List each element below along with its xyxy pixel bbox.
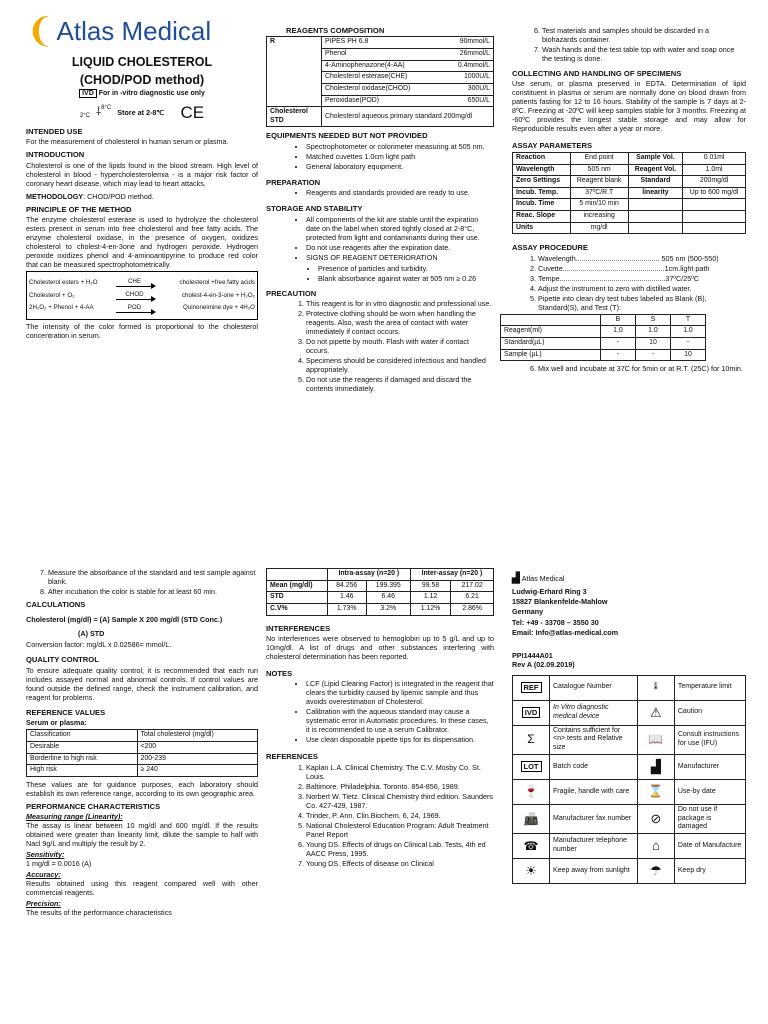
table-row — [513, 199, 746, 211]
table-row — [267, 580, 494, 592]
list-item: • LCF (Lipid Clearing Factor) is integrated in the reagent that clears the turbidity caused by lipemic sample and thus avoids overestimation of Cholesterol. — [306, 679, 494, 706]
temp-high: 8°C — [101, 104, 112, 111]
table-row — [267, 37, 494, 49]
principle-heading: PRINCIPLE OF THE METHOD — [26, 204, 132, 214]
table-cell: Temperature limit — [674, 675, 745, 700]
methodology-line — [26, 192, 258, 201]
table-cell: Manufacturer — [674, 754, 745, 779]
address-line1: Ludwig-Erhard Ring 3 — [512, 586, 587, 596]
table-cell: 90mmol/L — [443, 37, 494, 49]
table-cell: 1.46 — [327, 592, 366, 604]
table-header-cell: Total cholesterol (mg/dl) — [137, 730, 257, 742]
precision-heading: Precision: — [26, 899, 61, 909]
reaction-scheme — [26, 271, 258, 319]
table-cell: 300U/L — [443, 83, 494, 95]
reaction-arrow — [110, 278, 160, 287]
table-cell: 1.12 — [410, 592, 450, 604]
title-line1: LIQUID CHOLESTEROL — [71, 55, 213, 69]
list-item: • Calibration with the aqueous standard may cause a systematic error in Automatic procedures. In these cases, it is recommended to use a serum Calibrator. — [306, 707, 494, 734]
ivd-text: For in -vitro diagnostic use only — [98, 90, 205, 97]
factory-icon: ▟ — [512, 573, 520, 584]
table-cell: Cholesterol oxidase(CHOD) — [322, 83, 443, 95]
table-row — [513, 152, 746, 164]
brand-name: Atlas Medical — [56, 15, 212, 46]
table-cell: - — [600, 338, 635, 350]
umbrella-icon: ☂ — [637, 859, 674, 884]
proc-heading: ASSAY PROCEDURE — [512, 243, 588, 253]
table-cell: Incub. Temp. — [513, 187, 571, 199]
list-item: 7. Young DS. Effects of disease on Clinical — [306, 859, 494, 868]
reaction-row — [29, 278, 255, 287]
table-cell: Sample (µL) — [501, 349, 601, 361]
table-cell: 1.0ml — [683, 164, 746, 176]
arrow-icon — [116, 312, 154, 313]
perf-heading: PERFORMANCE CHARACTERISTICS — [26, 801, 161, 811]
table-row — [27, 753, 258, 765]
ivd-icon: IVD — [513, 700, 550, 725]
logo-swoosh-icon: ❨ — [26, 12, 55, 50]
table-row — [501, 349, 706, 361]
table-cell: Reagent blank — [570, 176, 628, 188]
table-row — [27, 742, 258, 754]
table-cell: Do not use if package is damaged — [674, 804, 745, 833]
assay-heading: ASSAY PARAMETERS — [512, 141, 593, 151]
column-right-lower — [512, 572, 746, 884]
table-cell: 84.256 — [327, 580, 366, 592]
lot-icon: LOT — [513, 754, 550, 779]
list-item: 2. Cuvette...................................................1cm.light path — [538, 264, 746, 273]
list-item: 5. Do not use the reagents if damaged and discard the contents immediately. — [306, 375, 494, 393]
table-cell: Reagent Vol. — [628, 164, 682, 176]
list-item: 3. Norbert W. Tietz. Clinical Chemistry third edition. Saunders Co. 427-429, 1987. — [306, 792, 494, 810]
list-item: • General laboratory equipment. — [306, 162, 494, 171]
table-cell: 0.01ml — [683, 152, 746, 164]
calc-denominator: (A) STD — [78, 629, 105, 639]
list-item: • Reagents and standards provided are ready to use. — [306, 188, 494, 197]
table-cell: 1.73% — [327, 603, 366, 615]
ivd-line — [26, 90, 258, 99]
principle-text: The enzyme cholesterol esterase is used to hydrolyze the cholesterol esters present in serum into free cholesterol and free fatty acids. The enzyme cholesterol oxidase, in the presence of oxygen, oxidizes cholesterol to cholest-4-en-3one and hydrogen peroxide. Hydrogen peroxide oxidizes phenol and 4-aminoantipyrine to produce red color that can be measured spectrophotometrically. — [26, 215, 258, 270]
reaction-right: Quinoneimine dye + 4H₂O — [182, 304, 255, 312]
refs-heading: REFERENCES — [266, 752, 318, 762]
table-cell: Keep dry — [674, 859, 745, 884]
intro-heading: INTRODUCTION — [26, 150, 85, 160]
refs-list — [266, 763, 494, 868]
table-row — [267, 603, 494, 615]
calc-heading: CALCULATIONS — [26, 600, 86, 609]
table-cell: - — [600, 349, 635, 361]
table-cell: Sample Vol. — [628, 152, 682, 164]
address-line2: 15827 Blankenfelde-Mahlow — [512, 596, 608, 606]
table-cell: 6.46 — [366, 592, 410, 604]
list-item: • SIGNS OF REAGENT DETERIORATION — [306, 253, 494, 262]
list-item: 4. Adjust the instrument to zero with distilled water. — [538, 284, 746, 293]
proc-list-continued — [512, 364, 746, 373]
precaution-list — [266, 299, 494, 393]
table-cell: Cholesterol STD — [267, 107, 322, 127]
proc-list — [512, 254, 746, 312]
table-row — [267, 107, 494, 127]
table-row — [27, 765, 258, 777]
intended-use-heading: INTENDED USE — [26, 127, 83, 136]
list-item: • Presence of particles and turbidity. — [318, 264, 494, 273]
range-heading: Measuring range (Linearity): — [26, 812, 123, 822]
table-cell: Cholesterol esterase(CHE) — [322, 72, 443, 84]
table-cell: 1.0 — [670, 326, 705, 338]
table-cell: 3.2% — [366, 603, 410, 615]
table-header-cell: Classification — [27, 730, 138, 742]
list-item: • Spectrophotometer or colorimeter measuring at 505 nm. — [306, 142, 494, 151]
table-row — [513, 725, 746, 754]
table-cell: STD — [267, 592, 328, 604]
storage-heading: STORAGE AND STABILITY — [266, 204, 363, 214]
table-cell: linearity — [628, 187, 682, 199]
no-damage-icon: ⊘ — [637, 804, 674, 833]
table-cell: 26mmol/L — [443, 49, 494, 61]
table-row — [513, 779, 746, 804]
glass-icon: 🍷 — [513, 779, 550, 804]
ref-heading: REFERENCE VALUES — [26, 707, 106, 717]
table-cell: Desirable — [27, 742, 138, 754]
thermometer-icon: 🌡 — [637, 675, 674, 700]
calc-formula: Cholesterol (mg/dl) = (A) Sample X 200 mg/dl (STD Conc.) — [26, 615, 223, 625]
reaction-enzyme: CHE — [127, 278, 142, 286]
table-cell: 650U/L — [443, 95, 494, 107]
list-item: 7. Measure the absorbance of the standard and test sample against blank. — [48, 568, 258, 586]
precaution-heading: PRECAUTION — [266, 288, 317, 298]
table-row — [513, 804, 746, 833]
list-item: • Blank absorbance against water at 505 nm ≥ 0.26 — [318, 274, 494, 283]
thermometer-icon: ⸸ — [95, 105, 102, 118]
table-row — [513, 222, 746, 234]
company-name: Atlas Medical — [521, 574, 565, 583]
table-cell: 217.02 — [451, 580, 494, 592]
assay-params-table — [512, 152, 746, 234]
list-item: 3. Do not pipette by mouth. Flash with water if contact occurs. — [306, 337, 494, 355]
table-cell: 4-Aminophenazone(4-AA) — [322, 60, 443, 72]
table-cell: 99.58 — [410, 580, 450, 592]
reaction-enzyme: POD — [127, 303, 142, 311]
table-header-row — [27, 730, 258, 742]
brand-logo — [26, 14, 258, 48]
arrow-icon — [116, 299, 154, 300]
table-cell: <200 — [137, 742, 257, 754]
table-cell: Manufacturer fax number — [550, 804, 638, 833]
table-cell — [628, 211, 682, 223]
table-cell: 1.0 — [600, 326, 635, 338]
table-header-cell: B — [600, 314, 635, 326]
table-cell: Standard — [628, 176, 682, 188]
table-cell: Caution — [674, 700, 745, 725]
table-row — [501, 338, 706, 350]
table-cell: Manufacturer telephone number — [550, 834, 638, 859]
table-header-cell: Intra-assay (n=20 ) — [327, 569, 410, 581]
precision-table — [266, 568, 494, 616]
sensitivity-heading: Sensitivity: — [26, 850, 65, 860]
notes-heading: NOTES — [266, 668, 293, 678]
table-row — [513, 187, 746, 199]
reagents-table — [266, 36, 494, 127]
table-header-cell — [501, 314, 601, 326]
ce-mark: CE — [180, 102, 205, 122]
accuracy-text: Results obtained using this reagent compared well with other commercial reagents. — [26, 879, 258, 898]
list-item: 7. Wash hands and the test table top with water and soap once the testing is done. — [542, 45, 746, 63]
table-cell: increasing — [570, 211, 628, 223]
table-cell: 1.0 — [635, 326, 670, 338]
column-right — [504, 26, 746, 375]
factory-date-icon: ⌂ — [637, 834, 674, 859]
list-item: • Matched cuvettes 1.0cm light path — [306, 152, 494, 161]
table-row — [513, 675, 746, 700]
methodology-heading: METHODOLOGY — [26, 191, 84, 201]
table-cell: Keep away from sunlight — [550, 859, 638, 884]
qc-heading: QUALITY CONTROL — [26, 655, 99, 665]
ppi-code: PPI1444A01 — [512, 650, 553, 660]
table-cell: Reagent(ml) — [501, 326, 601, 338]
pipetting-table — [500, 314, 706, 362]
table-row — [513, 176, 746, 188]
list-item: 4. Trinder, P. Ann. Clin.Biochem. 6, 24, 1969. — [306, 811, 494, 820]
sigma-icon: Σ — [513, 725, 550, 754]
table-cell: 1.12% — [410, 603, 450, 615]
table-cell: Borderline to high risk — [27, 753, 138, 765]
intended-use-text: For the measurement of cholesterol in human serum or plasma. — [26, 137, 229, 147]
list-item: 8. After incubation the color is stable for at least 60 min. — [48, 587, 258, 596]
table-cell: 5 min/10 min — [570, 199, 628, 211]
table-cell: Mean (mg/dl) — [267, 580, 328, 592]
warning-icon: ⚠ — [637, 700, 674, 725]
table-header-row — [267, 569, 494, 581]
list-item: • All components of the kit are stable until the expiration date on the label when stored tightly closed at 2-8°C, protected from light and contaminants during their use. — [306, 215, 494, 242]
company-line — [512, 572, 746, 587]
table-cell: Use-by date — [674, 779, 745, 804]
temp-low: 2°C — [79, 112, 90, 119]
procedure-steps-continued — [26, 568, 258, 596]
telephone: Tel: +49 - 33708 – 3550 30 — [512, 617, 599, 627]
prep-list — [266, 188, 494, 197]
table-row — [513, 700, 746, 725]
interf-heading: INTERFERENCES — [266, 623, 331, 633]
table-cell: Incub. Time — [513, 199, 571, 211]
table-cell: Batch code — [550, 754, 638, 779]
reaction-right: cholesterol +free fatty acids — [179, 278, 255, 286]
table-cell: ≥ 240 — [137, 765, 257, 777]
ivd-tag: IVD — [79, 89, 97, 98]
column-middle — [266, 26, 494, 395]
prep-heading: PREPARATION — [266, 177, 321, 187]
table-cell: Fragile, handle with care — [550, 779, 638, 804]
table-cell: Date of Manufacture — [674, 834, 745, 859]
table-cell: Reac. Slope — [513, 211, 571, 223]
table-cell: Standard(µL) — [501, 338, 601, 350]
list-item: 1. Kaplan L.A. Clinical Chemistry. The C.V. Mosby Co. St. Louis. — [306, 763, 494, 781]
manufacturer-block — [512, 572, 746, 639]
list-item: 5. National Cholesterol Education Program: Adult Treatment Panel Report — [306, 821, 494, 839]
factory-icon: ▟ — [637, 754, 674, 779]
table-cell: 10 — [670, 349, 705, 361]
revision: Rev A (02.09.2019) — [512, 659, 575, 669]
principle-tail: The intensity of the color formed is proportional to the cholesterol concentration in serum. — [26, 321, 258, 340]
table-header-cell: T — [670, 314, 705, 326]
title-line2: (CHOD/POD method) — [79, 72, 205, 87]
list-item: 6. Young DS. Effects of drugs on Clinical Lab. Tests, 4th ed AACC Press, 1995. — [306, 840, 494, 858]
storage-line — [26, 102, 258, 123]
ref-note: These values are for guidance purposes, each laboratory should establish its own reference range, according to its own geographic area. — [26, 779, 258, 798]
list-item: 6. Test materials and samples should be discarded in a biohazards container. — [542, 26, 746, 44]
list-item: 2. Baltimore. Philadelphia. Toronto. 854-856, 1989. — [306, 782, 494, 791]
table-cell: Reaction — [513, 152, 571, 164]
table-cell: Zero Settings — [513, 176, 571, 188]
table-cell: 2.86% — [451, 603, 494, 615]
intro-text: Cholesterol is one of the lipids found in the blood stream. High level of cholesterol in blood - hypercholesterolemia - is a major risk factor of coronary heart disease, which may lead to heart attacks. — [26, 160, 258, 188]
conversion-factor: Conversion factor: mg/dL x 0.02586= mmol/L. — [26, 640, 172, 650]
reaction-right: cholest-4-en-3-one + H₂O₂ — [181, 291, 255, 299]
list-item: 2. Protective clothing should be worn when handling the reagents. Also, wash the area of contact with water immediately if contact occurs. — [306, 309, 494, 336]
list-item: 6. Mix well and incubate at 37C for 5min or at R.T. (25C) for 10min. — [538, 364, 746, 373]
reaction-left: Cholesterol + O₂ — [29, 291, 75, 299]
ref-subheading: Serum or plasma: — [26, 718, 87, 728]
table-row — [513, 164, 746, 176]
table-cell: Phenol — [322, 49, 443, 61]
table-header-cell: Inter-assay (n=20 ) — [410, 569, 493, 581]
list-item: 3. Tempe.....................................................37ºC/25ºC — [538, 274, 746, 283]
reaction-row — [29, 304, 255, 313]
qc-text: To ensure adequate quality control, it is recommended that each run includes assayed normal and abnormal controls. If control values are found outside the defined range, check the instrument calibration, and reagent for problems. — [26, 665, 258, 702]
table-cell — [628, 222, 682, 234]
column-middle-lower — [266, 568, 494, 870]
table-cell: Wavelength — [513, 164, 571, 176]
table-cell: High risk — [27, 765, 138, 777]
notes-list — [266, 679, 494, 744]
table-cell: 10 — [635, 338, 670, 350]
precaution-list-continued — [512, 26, 746, 63]
table-cell: - — [670, 338, 705, 350]
table-cell — [683, 211, 746, 223]
table-cell: mg/dl — [570, 222, 628, 234]
book-icon: 📖 — [637, 725, 674, 754]
list-item: • Do not use reagents after the expiration date. — [306, 243, 494, 252]
table-cell: 1000U/L — [443, 72, 494, 84]
table-cell: Contains sufficient for <n> tests and Relative size — [550, 725, 638, 754]
methodology-text: : CHOD/POD method. — [83, 191, 154, 201]
table-row — [513, 859, 746, 884]
hourglass-icon: ⌛ — [637, 779, 674, 804]
reaction-left: 2H₂O₂ + Phenol + 4-AA — [29, 304, 94, 312]
table-header-cell: S — [635, 314, 670, 326]
precision-text: The results of the performance characteristics — [26, 908, 172, 918]
interf-text: No interferences were observed to hemoglobin up to 5 g/L and up to 10mg/dl. A list of drugs and other substances interfering with cholesterol determination has been reported. — [266, 633, 494, 661]
collect-heading: COLLECTING AND HANDLING OF SPECIMENS — [512, 69, 682, 78]
table-header-row — [501, 314, 706, 326]
arrow-icon — [116, 286, 154, 287]
list-item: 1. This reagent is for in vitro diagnostic and professional use. — [306, 299, 494, 308]
storage-list — [266, 215, 494, 262]
table-cell: 199.395 — [366, 580, 410, 592]
column-left — [26, 14, 258, 342]
table-cell — [683, 199, 746, 211]
table-cell: - — [635, 349, 670, 361]
table-cell: 505 nm — [570, 164, 628, 176]
reaction-arrow — [110, 304, 160, 313]
table-cell: 200mg/dl — [683, 176, 746, 188]
store-text: Store at 2-8℃ — [117, 107, 165, 117]
range-text: The assay is linear between 10 mg/dl and 600 mg/dl. If the results obtained were greater than linearity limit, dilute the sample to half with Nacl 9g/L and multiply the result by 2. — [26, 821, 258, 849]
email: Email: Info@atlas-medical.com — [512, 628, 619, 638]
sensitivity-text: 1 mg/dl = 0.0016 (A) — [26, 859, 92, 869]
table-row — [501, 326, 706, 338]
table-cell — [683, 222, 746, 234]
equip-heading: EQUIPMENTS NEEDED BUT NOT PROVIDED — [266, 131, 428, 141]
reaction-enzyme: CHOD — [125, 291, 144, 299]
country: Germany — [512, 607, 544, 617]
list-item: 4. Specimens should be considered infectious and handled appropriately. — [306, 356, 494, 374]
table-cell: Up to 600 mg/dl — [683, 187, 746, 199]
table-cell: Catalogue Number — [550, 675, 638, 700]
table-row — [513, 754, 746, 779]
table-row — [513, 834, 746, 859]
fax-icon: 📠 — [513, 804, 550, 833]
deterioration-list — [266, 264, 494, 283]
table-cell: Units — [513, 222, 571, 234]
list-item: 1. Wavelength.......................................... 505 nm (500-550) — [538, 254, 746, 263]
accuracy-heading: Accuracy: — [26, 870, 61, 880]
reagents-heading: REAGENTS COMPOSITION — [286, 26, 385, 35]
ref-icon: REF — [513, 675, 550, 700]
table-cell: Consult instructions for use (IFU) — [674, 725, 745, 754]
reaction-arrow — [110, 291, 160, 300]
phone-icon: ☎ — [513, 834, 550, 859]
reaction-row — [29, 291, 255, 300]
symbols-table — [512, 675, 746, 885]
table-header-cell — [267, 569, 328, 581]
reaction-left: Cholesterol esters + H₂O — [29, 278, 98, 286]
table-cell: 6.21 — [451, 592, 494, 604]
collect-text: Use serum, or plasma preserved in EDTA. Determination of lipid constituent in plasma or serum are normally done on blood drawn from patients fasting for 12 to 16 hours. Stability of the sample is 7 days at 2-8ºC. Freezing at -20ºC will keep samples stable for 3 months. Freezing at -60ºC provides the longest stable storage and may allow for Reproducible results even after a year or more. — [512, 79, 746, 134]
sun-icon: ☀ — [513, 859, 550, 884]
table-row — [513, 211, 746, 223]
table-cell: R — [267, 37, 322, 107]
table-row — [267, 592, 494, 604]
table-cell: C.V% — [267, 603, 328, 615]
column-left-lower — [26, 568, 258, 919]
table-cell: Peroxidase(POD) — [322, 95, 443, 107]
equip-list — [266, 142, 494, 171]
table-cell — [628, 199, 682, 211]
table-cell: In Vitro diagnostic medical device — [550, 700, 638, 725]
list-item: 5. Pipette into clean dry test tubes labeled as Blank (B), Standard(S), and Test (T): — [538, 294, 746, 312]
table-cell: Cholesterol aqueous primary standard 200mg/dl — [322, 107, 494, 127]
table-cell: 37ºC/R.T — [570, 187, 628, 199]
table-cell: 0.4mmol/L — [443, 60, 494, 72]
list-item: • Use clean disposable pipette tips for its dispensation. — [306, 735, 494, 744]
table-cell: PIPES PH 6.8 — [322, 37, 443, 49]
table-cell: End point — [570, 152, 628, 164]
table-cell: 200-239 — [137, 753, 257, 765]
reference-table — [26, 729, 258, 777]
